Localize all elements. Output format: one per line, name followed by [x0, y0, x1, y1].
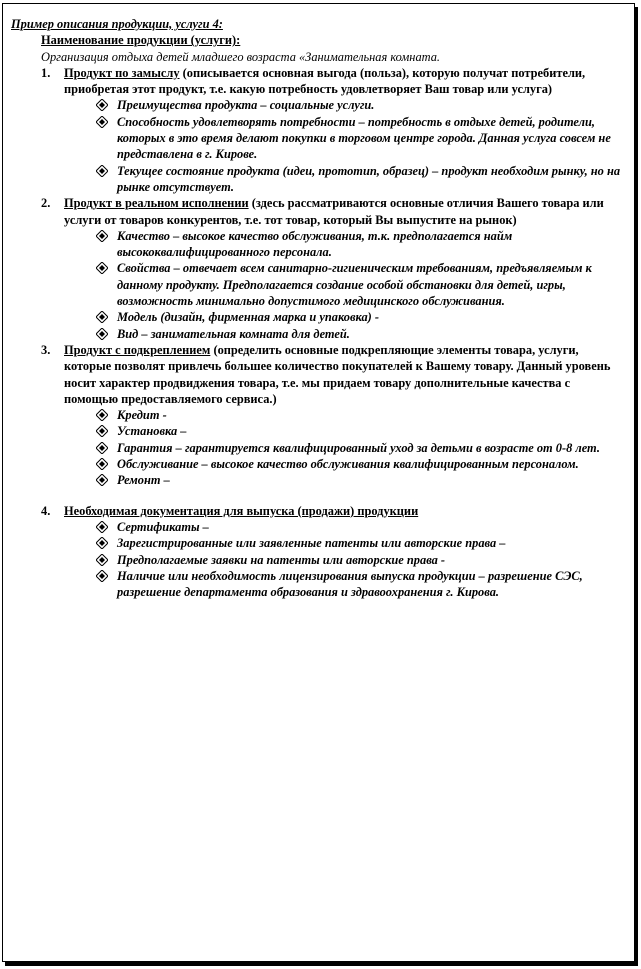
bullet-text: Вид – занимательная комната для детей. [117, 326, 350, 341]
bullet-text: Модель (дизайн, фирменная марка и упаковка) - [117, 310, 380, 325]
bullet-item [11, 407, 621, 423]
bullet-item [11, 114, 621, 163]
bullet-item [11, 535, 621, 551]
bullet-text: Свойства – отвечает всем санитарно-гигиеническим требованиям, предъявляемым к данному продукту. Предполагается создание особой обстановки для детей, игры, возможность минимально допустимого медицинского обслуживания. [117, 261, 592, 309]
diamond-bullet-icon [96, 554, 108, 566]
section-number: 3. [41, 342, 51, 357]
diamond-bullet-icon [96, 165, 108, 177]
bullet-item [11, 423, 621, 439]
product-name-label: Наименование продукции (услуги): [41, 33, 241, 48]
numbered-section [11, 503, 621, 519]
numbered-section [11, 342, 621, 407]
document-content [11, 16, 621, 600]
diamond-bullet-icon [96, 262, 108, 274]
diamond-bullet-icon [96, 230, 108, 242]
numbered-section [11, 195, 621, 228]
diamond-bullet-icon [96, 537, 108, 549]
diamond-bullet-icon [96, 425, 108, 437]
bullet-item [11, 163, 621, 196]
organization-text: Организация отдыха детей младшего возраста «Занимательная комната. [41, 49, 441, 64]
bullet-item [11, 440, 621, 456]
bullet-text: Ремонт – [117, 473, 170, 488]
section-gap [11, 489, 621, 503]
section-title: Продукт с подкреплением [64, 342, 211, 357]
diamond-bullet-icon [96, 328, 108, 340]
section-number: 2. [41, 196, 51, 211]
bullet-item [11, 309, 621, 325]
diamond-bullet-icon [96, 570, 108, 582]
bullet-item [11, 568, 621, 601]
bullet-text: Обслуживание – высокое качество обслуживания квалифицированным персоналом. [117, 457, 579, 472]
bullet-item [11, 552, 621, 568]
example-heading: Пример описания продукции, услуги 4: [11, 17, 223, 31]
bullet-text: Качество – высокое качество обслуживания, т.к. предполагается найм высококвалифицированного персонала. [117, 228, 513, 260]
diamond-bullet-icon [96, 409, 108, 421]
diamond-bullet-icon [96, 442, 108, 454]
numbered-section [11, 65, 621, 98]
section-description: (здесь рассматриваются основные отличия Вашего товара или услуги от товаров конкурентов, т.е. тот товар, который Вы выпустите на рынок) [64, 196, 604, 227]
diamond-bullet-icon [96, 458, 108, 470]
bullet-item [11, 228, 621, 261]
section-number: 1. [41, 65, 51, 80]
bullet-item [11, 326, 621, 342]
bullet-text: Сертификаты – [117, 519, 209, 534]
bullet-text: Установка – [117, 424, 187, 439]
diamond-bullet-icon [96, 474, 108, 486]
bullet-item [11, 97, 621, 113]
bullet-text: Кредит - [117, 408, 167, 423]
diamond-bullet-icon [96, 521, 108, 533]
section-number: 4. [41, 503, 51, 518]
bullet-text: Зарегистрированные или заявленные патенты или авторские права – [117, 536, 506, 551]
section-description: (определить основные подкрепляющие элементы товара, услуги, которые позволят привлечь большее количество покупателей к Вашему товару. Данный уровень носит характер продвиджения товара, т.е. мы придаем товару дополнительные качества с помощью предоставляемого сервиса.) [64, 342, 611, 406]
bullet-text: Предполагаемые заявки на патенты или авторские права - [117, 552, 446, 567]
bullet-text: Текущее состояние продукта (идеи, прототип, образец) – продукт необходим рынку, но на рынке отсутствует. [117, 163, 621, 194]
section-title: Продукт в реальном исполнении [64, 196, 249, 211]
sections-list [11, 65, 621, 601]
diamond-bullet-icon [96, 311, 108, 323]
section-title: Необходимая документация для выпуска (продажи) продукции [64, 503, 419, 518]
diamond-bullet-icon [96, 99, 108, 111]
bullet-item [11, 260, 621, 309]
diamond-bullet-icon [96, 116, 108, 128]
bullet-item [11, 472, 621, 488]
bullet-text: Способность удовлетворять потребности – потребность в отдыхе детей, родители, которых в это время делают покупки в торговом центре города. Данная услуга совсем не представлена в г. Кирове. [117, 114, 611, 162]
bullet-text: Наличие или необходимость лицензирования выпуска продукции – разрешение СЭС, разрешение департамента образования и здравоохранения г. Кирова. [117, 568, 583, 600]
bullet-text: Гарантия – гарантируется квалифицированный уход за детьми в возрасте от 0-8 лет. [117, 440, 600, 455]
section-description: (описывается основная выгода (польза), которую получат потребители, приобретая этот продукт, т.е. какую потребность удовлетворяет Ваш товар или услуга) [64, 65, 586, 97]
bullet-item [11, 519, 621, 535]
document-frame [2, 3, 635, 962]
section-title: Продукт по замыслу [64, 65, 180, 80]
bullet-text: Преимущества продукта – социальные услуги. [117, 98, 375, 113]
bullet-item [11, 456, 621, 472]
